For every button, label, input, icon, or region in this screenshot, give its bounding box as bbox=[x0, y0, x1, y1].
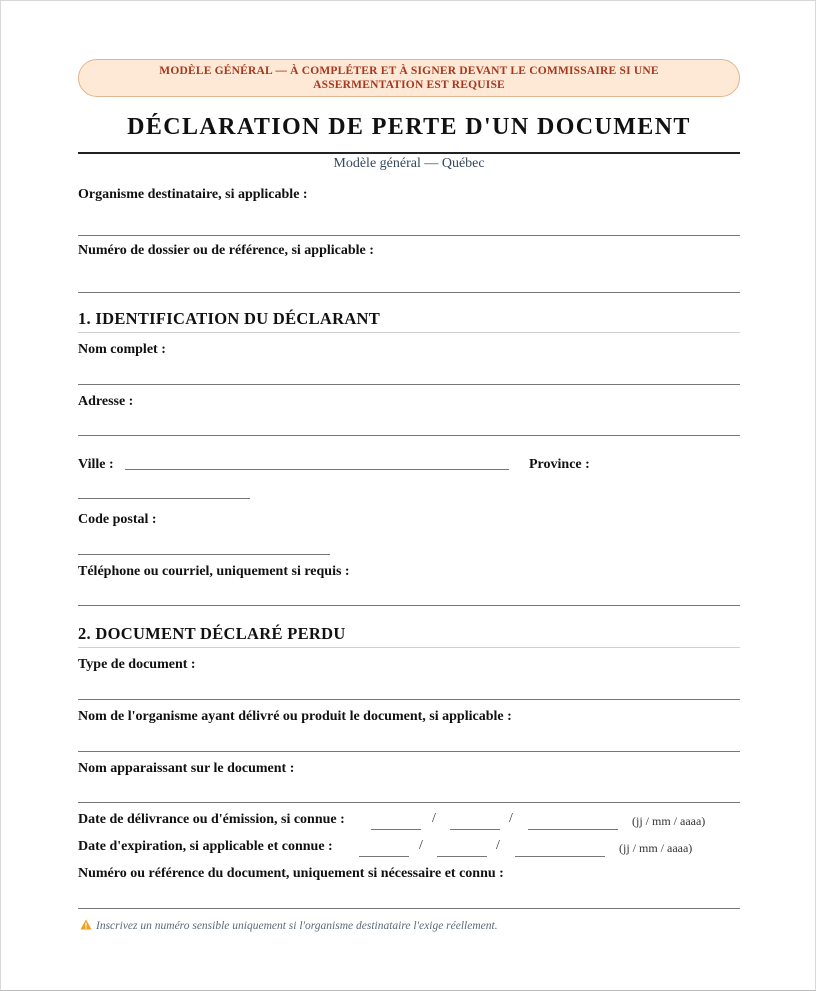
numero-document-field[interactable] bbox=[78, 908, 740, 909]
date-format-hint: (jj / mm / aaaa) bbox=[619, 841, 693, 855]
privacy-note bbox=[80, 919, 498, 932]
section-1-divider bbox=[78, 332, 740, 333]
date-expiration-year-field[interactable] bbox=[515, 856, 605, 857]
nom-document-field[interactable] bbox=[78, 802, 740, 803]
privacy-note-text: Inscrivez un numéro sensible uniquement si l'organisme destinataire l'exige réellement. bbox=[96, 920, 498, 932]
dossier-field[interactable] bbox=[78, 292, 740, 293]
numero-document-label: Numéro ou référence du document, uniquement si nécessaire et connu : bbox=[78, 866, 504, 881]
section-2-divider bbox=[78, 647, 740, 648]
telephone-field[interactable] bbox=[78, 605, 740, 606]
date-delivrance-label: Date de délivrance ou d'émission, si connue : bbox=[78, 812, 345, 827]
organisme-label: Organisme destinataire, si applicable : bbox=[78, 187, 308, 202]
title-divider bbox=[78, 152, 740, 154]
dossier-label: Numéro de dossier ou de référence, si applicable : bbox=[78, 243, 374, 258]
date-separator: / bbox=[419, 838, 423, 853]
province-field[interactable] bbox=[78, 498, 250, 499]
ville-label: Ville : bbox=[78, 457, 114, 472]
ville-field[interactable] bbox=[125, 469, 509, 470]
section-1-title: 1. IDENTIFICATION DU DÉCLARANT bbox=[78, 309, 381, 328]
date-separator: / bbox=[496, 838, 500, 853]
date-expiration-month-field[interactable] bbox=[437, 856, 487, 857]
date-expiration-day-field[interactable] bbox=[359, 856, 409, 857]
document-subtitle: Modèle général — Québec bbox=[333, 156, 485, 171]
organisme-delivre-label: Nom de l'organisme ayant délivré ou produit le document, si applicable : bbox=[78, 709, 512, 724]
nom-label: Nom complet : bbox=[78, 342, 166, 357]
date-delivrance-day-field[interactable] bbox=[371, 829, 421, 830]
code-postal-field[interactable] bbox=[78, 554, 330, 555]
date-separator: / bbox=[509, 811, 513, 826]
nom-document-label: Nom apparaissant sur le document : bbox=[78, 761, 295, 776]
adresse-field[interactable] bbox=[78, 435, 740, 436]
nom-field[interactable] bbox=[78, 384, 740, 385]
type-document-field[interactable] bbox=[78, 699, 740, 700]
province-label: Province : bbox=[529, 457, 590, 472]
organisme-delivre-field[interactable] bbox=[78, 751, 740, 752]
date-expiration-label: Date d'expiration, si applicable et connue : bbox=[78, 839, 333, 854]
date-format-hint: (jj / mm / aaaa) bbox=[632, 814, 706, 828]
organisme-field[interactable] bbox=[78, 235, 740, 236]
telephone-label: Téléphone ou courriel, uniquement si requis : bbox=[78, 564, 350, 579]
section-2-title: 2. DOCUMENT DÉCLARÉ PERDU bbox=[78, 624, 346, 643]
code-postal-label: Code postal : bbox=[78, 512, 157, 527]
banner-line-1: MODÈLE GÉNÉRAL — À COMPLÉTER ET À SIGNER DEVANT LE COMMISSAIRE SI UNE bbox=[159, 65, 659, 77]
document-title: DÉCLARATION DE PERTE D'UN DOCUMENT bbox=[127, 114, 691, 140]
type-document-label: Type de document : bbox=[78, 657, 196, 672]
banner-line-2: ASSERMENTATION EST REQUISE bbox=[313, 79, 505, 91]
adresse-label: Adresse : bbox=[78, 394, 134, 409]
date-delivrance-year-field[interactable] bbox=[528, 829, 618, 830]
date-delivrance-month-field[interactable] bbox=[450, 829, 500, 830]
date-separator: / bbox=[432, 811, 436, 826]
instruction-banner bbox=[78, 59, 740, 97]
warning-icon bbox=[80, 919, 92, 930]
